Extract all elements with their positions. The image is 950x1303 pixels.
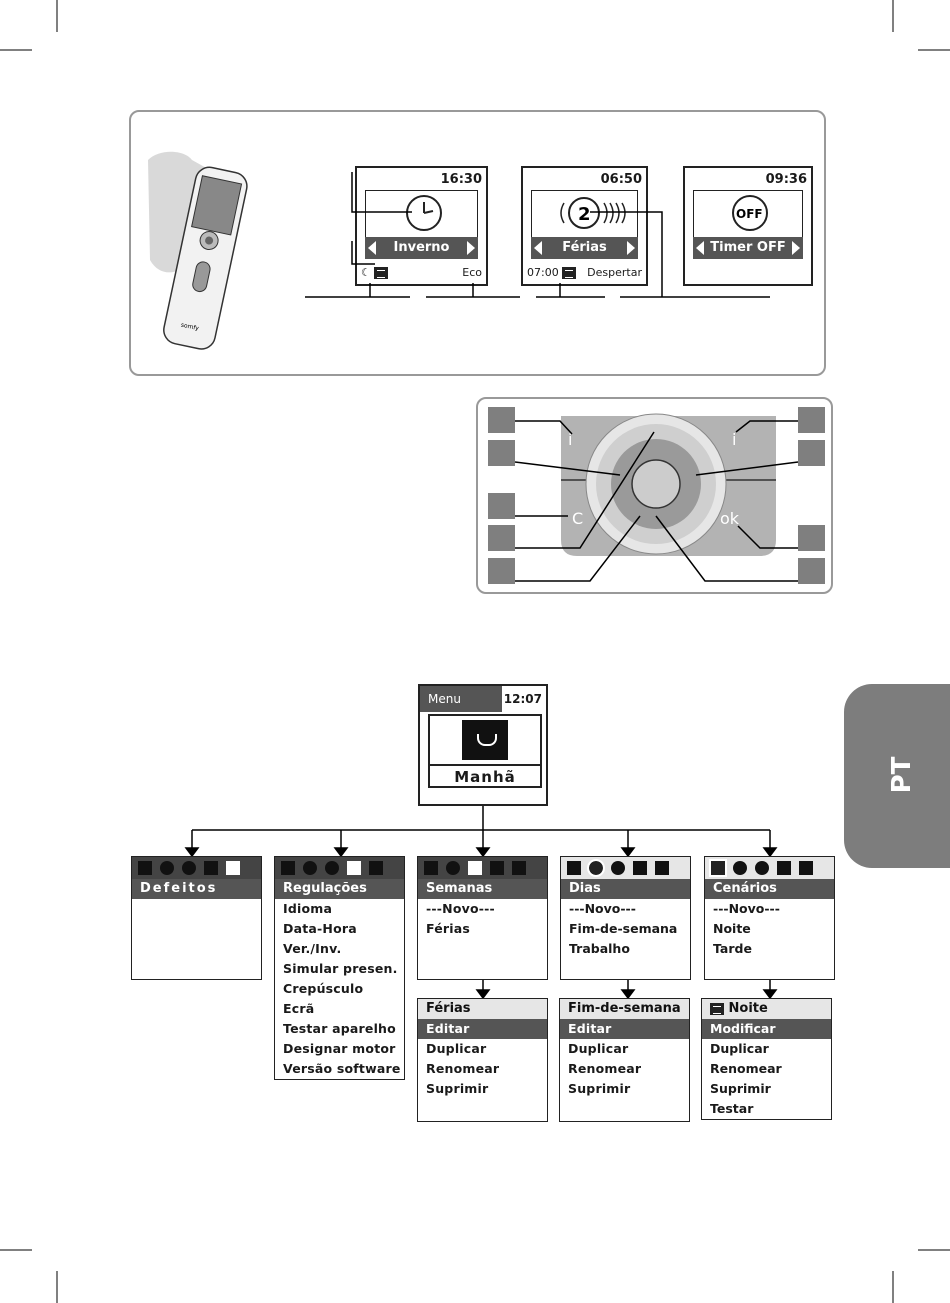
tab-icon[interactable] [138,861,152,875]
list-item[interactable]: Editar [418,1019,547,1039]
submenu-noite [701,998,832,1120]
list-item[interactable]: Crepúsculo [283,981,364,996]
submenu-title: Férias [418,999,547,1019]
status-line: 07:00 Despertar [527,266,642,279]
list-item[interactable]: Testar [710,1101,754,1116]
mode-bar[interactable]: Férias [531,237,638,259]
list-item[interactable]: Férias [426,921,471,936]
menu-tabs [275,857,404,879]
moon-icon: ☾ [361,266,371,279]
display-screen-2: 06:50 2 Férias 07:00 Despertar [521,166,648,286]
display-screen-3: 09:36 OFF Timer OFF [683,166,813,286]
menu-title: Menu [420,686,502,712]
menu-regulacoes [274,856,405,1080]
list-item[interactable]: Simular presen. [283,961,398,976]
ok-key: ok [720,509,740,528]
list-item[interactable]: Data-Hora [283,921,357,936]
program-icon [710,1003,724,1015]
menu-header: Semanas [418,879,547,899]
list-item[interactable]: Idioma [283,901,333,916]
submenu-fim-de-semana [559,998,690,1122]
status-line: ☾ Eco [361,266,482,279]
menu-semanas [417,856,548,980]
list-item[interactable]: ---Novo--- [426,901,495,916]
list-item[interactable]: Designar motor [283,1041,396,1056]
mode-bar[interactable]: Timer OFF [693,237,803,259]
menu-tabs [561,857,690,879]
clear-key: C [572,509,584,528]
list-item[interactable]: Suprimir [426,1081,489,1096]
menu-dias [560,856,691,980]
screen-time: 16:30 [440,172,482,187]
menu-header: Regulações [275,879,404,899]
mode-bar[interactable]: Inverno [365,237,478,259]
list-item[interactable]: Noite [713,921,751,936]
menu-defeitos [131,856,262,980]
list-item[interactable]: Fim-de-semana [569,921,678,936]
menu-header: Cenários [705,879,834,899]
menu-header: Defeitos [132,879,261,899]
list-item[interactable]: Versão software [283,1061,401,1076]
list-item[interactable]: Renomear [426,1061,500,1076]
language-tab-label: PT [887,756,917,794]
list-item[interactable]: Renomear [568,1061,642,1076]
language-tab [844,684,950,868]
list-item[interactable]: ---Novo--- [713,901,780,916]
list-item[interactable]: Duplicar [710,1041,769,1056]
submenu-title: Noite [702,999,831,1019]
menu-cenarios [704,856,835,980]
submenu-ferias [417,998,548,1122]
list-item[interactable]: Editar [560,1019,689,1039]
info-right-key: i [732,430,737,449]
list-item[interactable]: Suprimir [568,1081,631,1096]
list-item[interactable]: Tarde [713,941,752,956]
svg-text:OFF: OFF [736,207,763,221]
list-item[interactable]: Renomear [710,1061,782,1076]
list-item[interactable]: Duplicar [568,1041,629,1056]
list-item[interactable]: Ecrã [283,1001,315,1016]
list-item[interactable]: ---Novo--- [569,901,636,916]
svg-text:2: 2 [578,204,591,225]
list-item[interactable]: Modificar [702,1019,831,1039]
submenu-title: Fim-de-semana [560,999,689,1019]
menu-time: 12:07 [503,692,542,706]
brand-label: somfy [180,321,200,333]
list-item[interactable]: Duplicar [426,1041,487,1056]
menu-tabs [132,857,261,879]
list-item[interactable]: Ver./Inv. [283,941,342,956]
list-item[interactable]: Trabalho [569,941,630,956]
list-item[interactable]: Suprimir [710,1081,771,1096]
list-item[interactable]: Testar aparelho [283,1021,396,1036]
scene-label: Manhã [430,764,540,788]
menu-tabs [418,857,547,879]
info-left-key: i [568,430,573,449]
menu-header: Dias [561,879,690,899]
menu-tabs [705,857,834,879]
